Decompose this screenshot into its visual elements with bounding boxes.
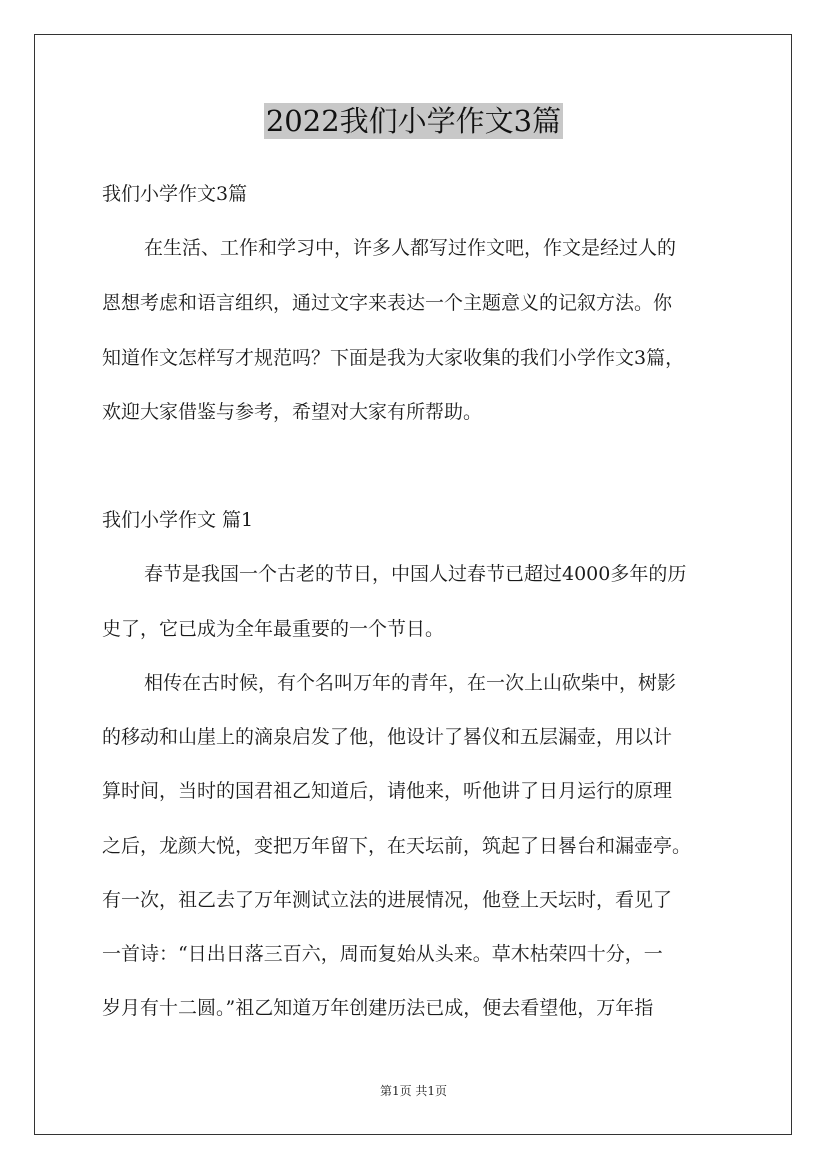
title-container bbox=[0, 103, 827, 139]
intro-line: 在生活、工作和学习中，许多人都写过作文吧，作文是经过人的 bbox=[144, 237, 677, 259]
document-subtitle: 我们小学作文3篇 bbox=[102, 183, 248, 205]
intro-line: 知道作文怎样写才规范吗？下面是我为大家收集的我们小学作文3篇， bbox=[102, 347, 685, 369]
intro-line: 欢迎大家借鉴与参考，希望对大家有所帮助。 bbox=[102, 401, 483, 423]
paragraph-line: 相传在古时候，有个名叫万年的青年，在一次上山砍柴中，树影 bbox=[144, 672, 677, 694]
intro-line: 恩想考虑和语言组织，通过文字来表达一个主题意义的记叙方法。你 bbox=[102, 292, 673, 314]
paragraph-line: 算时间，当时的国君祖乙知道后，请他来，听他讲了日月运行的原理 bbox=[102, 780, 673, 802]
paragraph-line: 春节是我国一个古老的节日，中国人过春节已超过4000多年的历 bbox=[144, 563, 687, 585]
paragraph-line: 的移动和山崖上的滴泉启发了他，他设计了晷仪和五层漏壶，用以计 bbox=[102, 726, 673, 748]
paragraph-line: 有一次，祖乙去了万年测试立法的进展情况，他登上天坛时，看见了 bbox=[102, 889, 673, 911]
section-heading: 我们小学作文 篇1 bbox=[102, 509, 254, 531]
paragraph-line: 之后，龙颜大悦，变把万年留下，在天坛前，筑起了日晷台和漏壶亭。 bbox=[102, 835, 692, 857]
paragraph-line: 岁月有十二圆。”祖乙知道万年创建历法已成，便去看望他，万年指 bbox=[102, 997, 654, 1019]
paragraph-line: 史了，它已成为全年最重要的一个节日。 bbox=[102, 618, 445, 640]
page-footer: 第1页 共1页 bbox=[379, 1084, 448, 1098]
document-title: 2022我们小学作文3篇 bbox=[265, 104, 562, 138]
paragraph-line: 一首诗：“日出日落三百六，周而复始从头来。草木枯荣四十分，一 bbox=[102, 943, 663, 965]
